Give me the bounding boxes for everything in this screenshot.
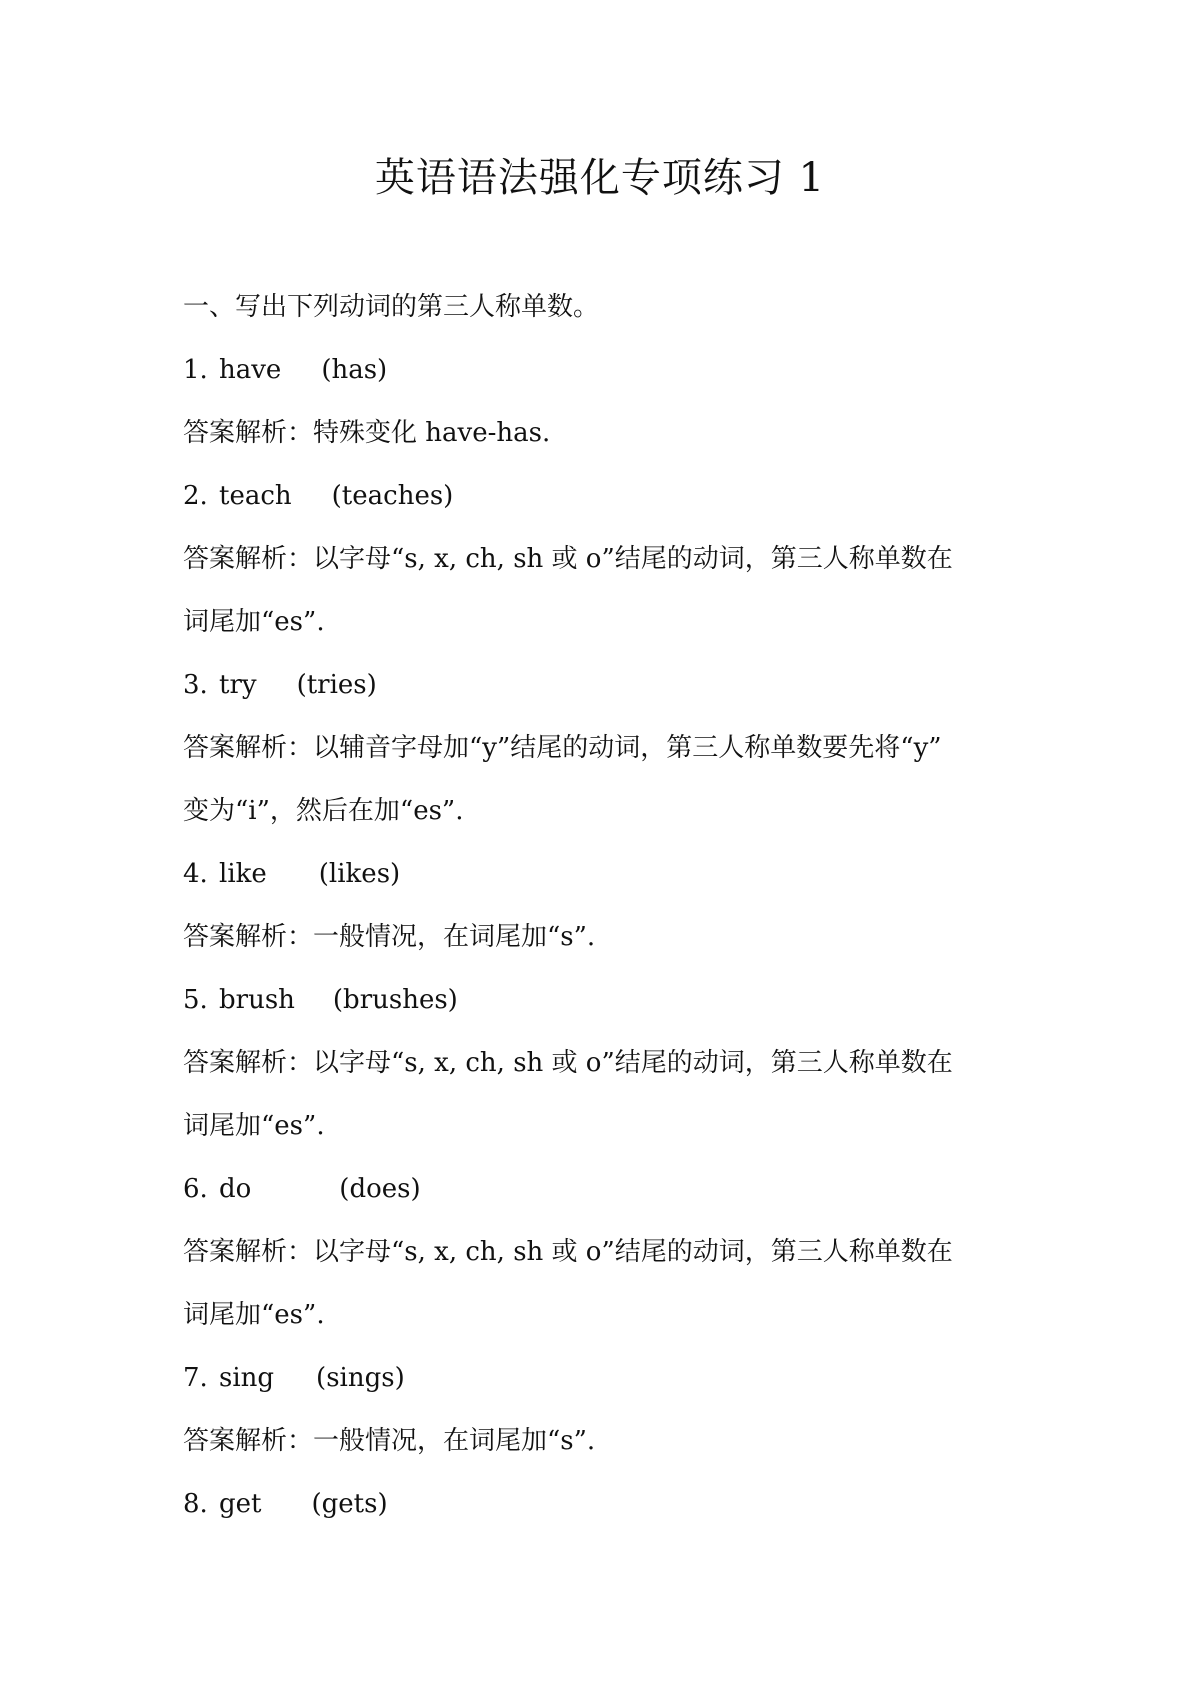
verb-word: sing <box>219 1363 275 1393</box>
question-number: 8. <box>183 1489 208 1519</box>
answer-text: (likes) <box>318 859 401 889</box>
answer-explanation: 答案解析：特殊变化 have-has. <box>183 418 551 448</box>
answer-explanation: 词尾加“es”. <box>183 1300 325 1330</box>
answer-explanation: 答案解析：以字母“s, x, ch, sh 或 o”结尾的动词，第三人称单数在 <box>183 1237 953 1267</box>
question-number: 3. <box>183 670 208 700</box>
answer-text: (sings) <box>316 1363 405 1393</box>
answer-text: (does) <box>339 1174 421 1204</box>
exercise-content <box>183 276 1033 1536</box>
answer-text: (tries) <box>296 670 377 700</box>
answer-text: (brushes) <box>332 985 458 1015</box>
question-row <box>183 1473 1033 1536</box>
answer-explanation: 答案解析：一般情况，在词尾加“s”. <box>183 922 596 952</box>
question-row <box>183 969 1033 1032</box>
answer-explanation: 答案解析：以字母“s, x, ch, sh 或 o”结尾的动词，第三人称单数在 <box>183 544 953 574</box>
answer-explanation: 变为“i”，然后在加“es”. <box>183 796 464 826</box>
question-row <box>183 1158 1033 1221</box>
question-number: 1. <box>183 355 208 385</box>
verb-word: have <box>219 355 282 385</box>
answer-explanation: 答案解析：一般情况，在词尾加“s”. <box>183 1426 596 1456</box>
answer-text: (teaches) <box>331 481 454 511</box>
question-number: 4. <box>183 859 208 889</box>
answer-text: (has) <box>321 355 388 385</box>
question-row <box>183 1347 1033 1410</box>
question-number: 2. <box>183 481 208 511</box>
verb-word: get <box>219 1489 262 1519</box>
answer-explanation: 答案解析：以字母“s, x, ch, sh 或 o”结尾的动词，第三人称单数在 <box>183 1048 953 1078</box>
answer-explanation: 答案解析：以辅音字母加“y”结尾的动词，第三人称单数要先将“y” <box>183 733 942 763</box>
section-heading: 一、写出下列动词的第三人称单数。 <box>183 292 600 322</box>
question-number: 7. <box>183 1363 208 1393</box>
question-row <box>183 654 1033 717</box>
verb-word: brush <box>219 985 295 1015</box>
question-row <box>183 465 1033 528</box>
question-number: 6. <box>183 1174 208 1204</box>
answer-explanation: 词尾加“es”. <box>183 607 325 637</box>
question-number: 5. <box>183 985 208 1015</box>
verb-word: teach <box>219 481 292 511</box>
exercise-list <box>183 339 1033 1536</box>
answer-explanation: 词尾加“es”. <box>183 1111 325 1141</box>
question-row <box>183 339 1033 402</box>
verb-word: like <box>219 859 267 889</box>
document-title: 英语语法强化专项练习 1 <box>374 155 826 201</box>
verb-word: try <box>219 670 257 700</box>
verb-word: do <box>219 1174 252 1204</box>
answer-text: (gets) <box>311 1489 388 1519</box>
question-row <box>183 843 1033 906</box>
